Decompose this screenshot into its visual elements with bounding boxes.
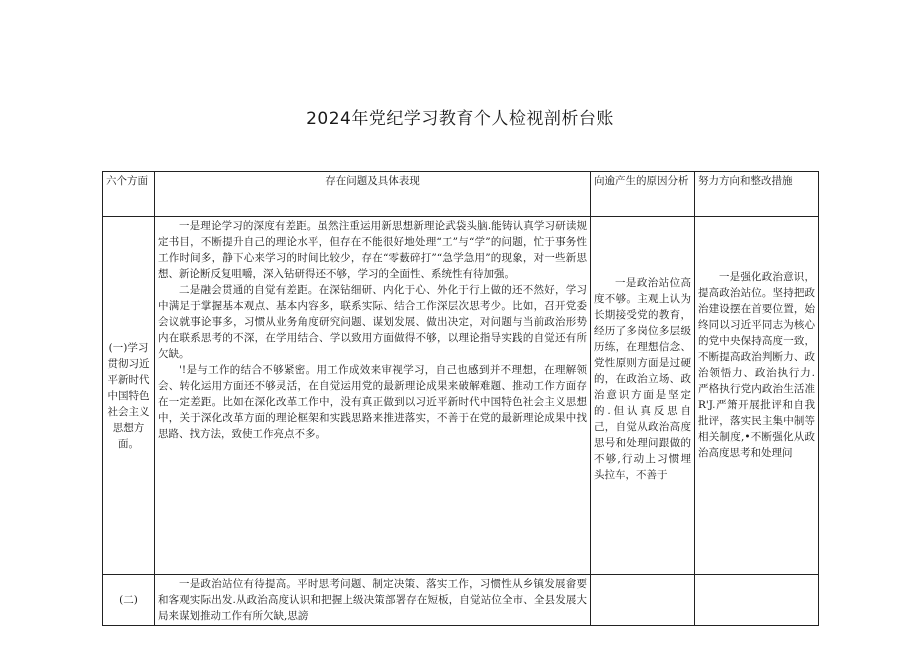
table-header-row — [103, 172, 819, 217]
header-problems: 存在问题及具体表现 — [155, 172, 591, 217]
header-measures: 努力方向和整改措施 — [695, 172, 819, 217]
page-title: 2024年党纪学习教育个人检视剖析台账 — [306, 109, 614, 129]
measures-cell — [695, 575, 819, 626]
problem-paragraph: 一是政治站位有待提高。平时思考问题、制定决策、落实工作，习惯性从乡镇发展畲要和客观实际出发.从政治高度认识和把握上级决策部署存在短板，自觉站位全市、全县发展大局来谋划推动工作有所欠缺,思謗 — [158, 578, 587, 622]
review-ledger-table — [102, 171, 819, 626]
measures-cell: 一是强化政治意识，提高政治站位。坚持把政治建设摆在首要位置，始终同以习近平同志为核心的党中央保持高度一致，不断提高政治判断力、政治领悟力、政治执行力.严格执行党内政治生活准R'J.严箫开展批评和自我批评，落实民主集中制等相关制度,•不断强化从政治高度思考和处理问 — [695, 217, 819, 575]
problems-cell — [155, 217, 591, 575]
problem-paragraph: 一是理论学习的深度有差距。虽然注重运用新思想新理论武袋头脑.能铸认真学习研读规定书目，不断提升自己的理论水平，但存在不能很好地处理“工”与“学”的问题，忙于事务性工作时间多，静下心来学习的时间比较少，存在“零薮碎打”“急学急用”的现象，对一些新思想、新论断反复咀嚼，深入钻研得还不够，学习的全面性、系统性有待加强。 — [158, 220, 587, 280]
table-row — [103, 217, 819, 575]
table-row — [103, 575, 819, 626]
aspect-cell: (二) — [103, 575, 155, 626]
problems-cell — [155, 575, 591, 626]
aspect-cell: (一)学习贯彻习近平新时代中国特色社会主义思想方面。 — [103, 217, 155, 575]
problem-paragraph: '!是与工作的结合不够紧密。用工作成效来审视学习，自己也感到并不理想，在理解领会、转化运用方面还不够灵活，在自觉运用党的最新理论成果来破解难题、推动工作方面存在一定差距。比如在深化改革工作中，没有真正做到以习近平新时代中国特色社会主义思想中，关于深化改革方面的理论框架和实践思路来推进落实，不善于在党的最新理论成果中找思路、找方法，致使工作亮点不多。 — [158, 364, 587, 440]
problem-paragraph: 二是融会贯通的自觉有差距。在深钻细研、内化于心、外化于行上做的还不然好，学习中满足于掌握基本观点、基本内容多，联系实际、结合工作深层次思考少。比如，召开党委会议就事论事多，习惯从业务角度研究问题、谋划发展、做出决定，对问题与当前政治形势内在联系思考的不深，在学用结合、学以致用方面做得不够，以理论指导实践的自觉还有所欠缺。 — [158, 284, 587, 360]
header-aspect: 六个方面 — [103, 172, 155, 217]
causes-cell: 一是政治站位高度不够。主观上认为长期接受党的教育，经历了多岗位多层级历练，在理想信念、党性原则方面是过硬的，在政治立场、政治意识方面是坚定的.但认真反思自己，自觉从政治高度思号和处理问跟做的不够,行动上习惯埋头拉车，不善于 — [591, 217, 695, 575]
header-causes: 向逾产生的原因分析 — [591, 172, 695, 217]
causes-cell — [591, 575, 695, 626]
